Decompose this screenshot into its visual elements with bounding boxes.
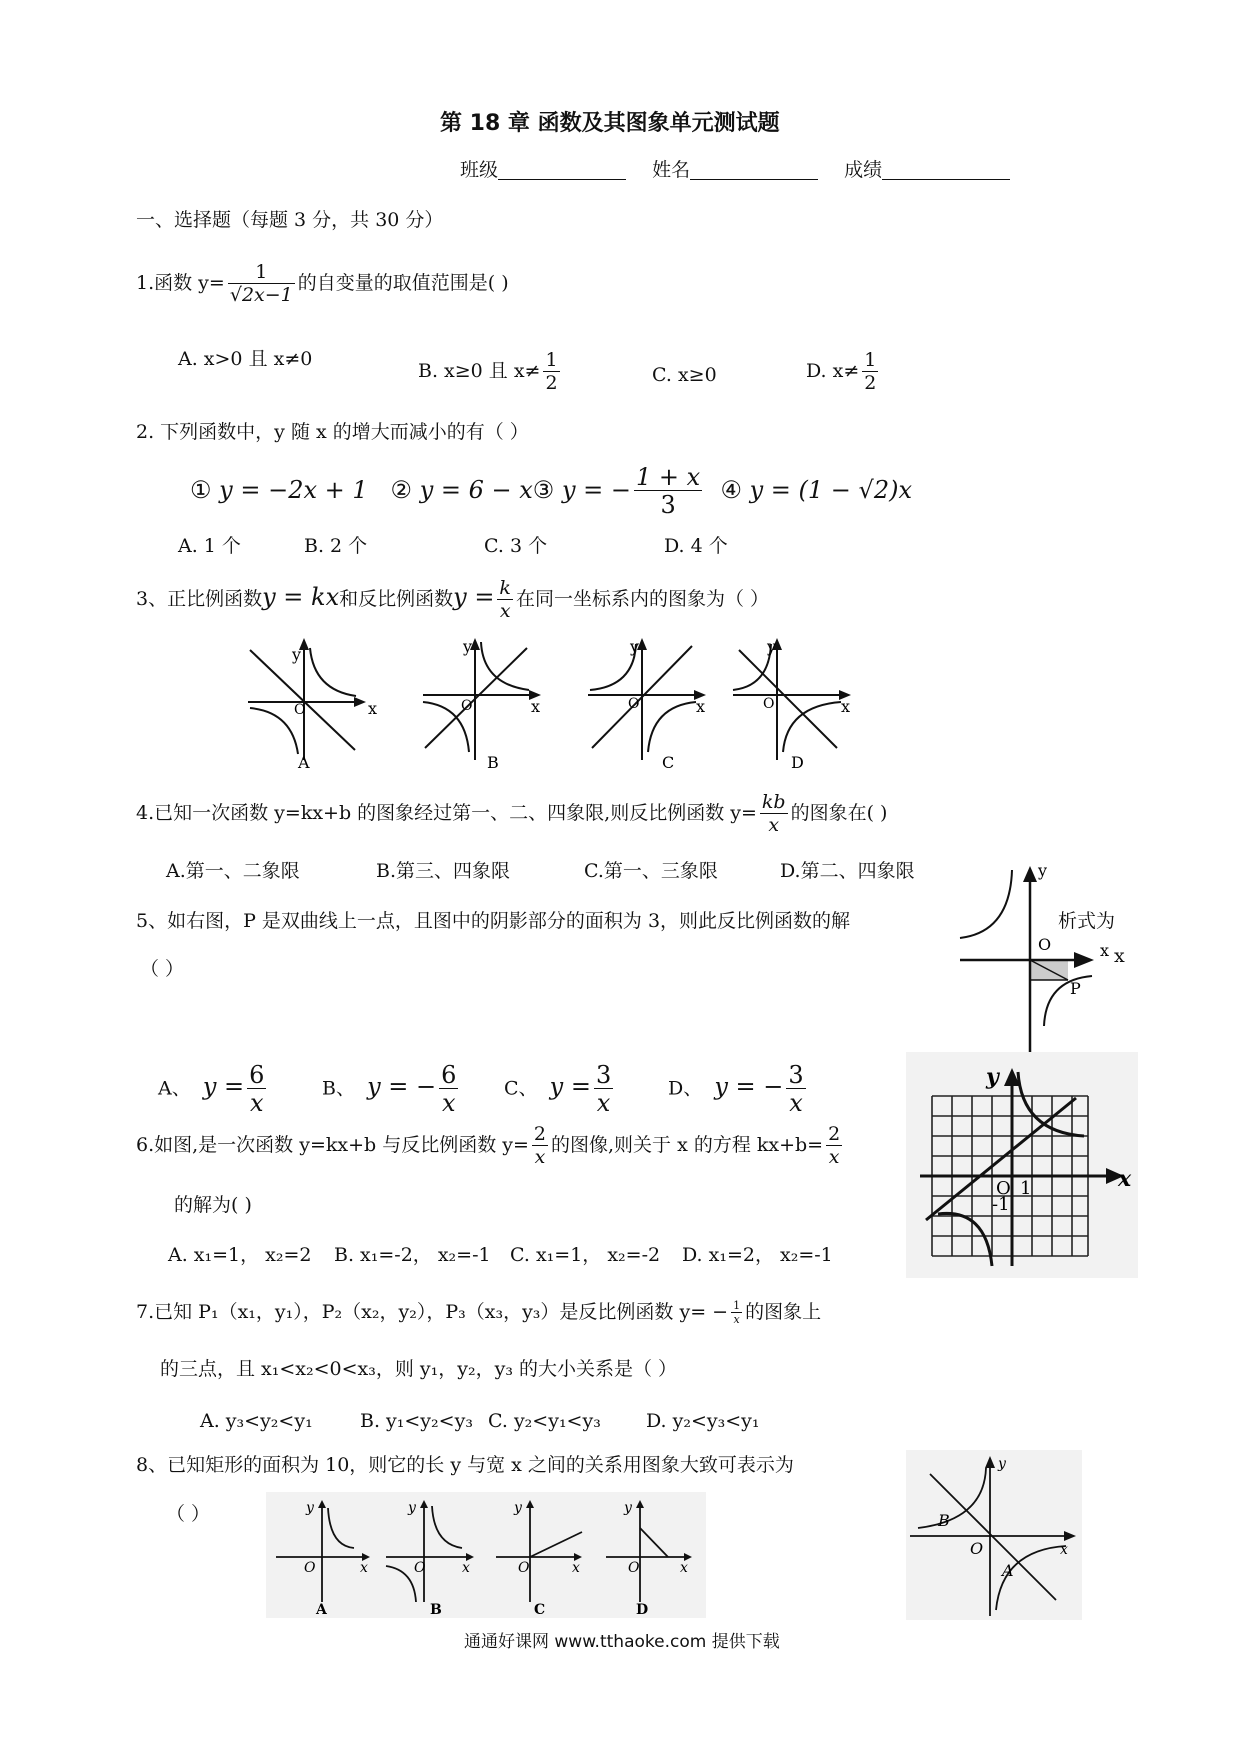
svg-text:P: P xyxy=(1070,979,1081,998)
q7-option-b[interactable]: B. y₁<y₂<y₃ xyxy=(360,1410,473,1432)
q5-option-b[interactable]: B、 y = − $\frac{6}{x}$ xyxy=(322,1061,457,1118)
svg-text:x: x xyxy=(360,1560,368,1576)
svg-text:O: O xyxy=(970,1539,984,1558)
q2-option-a[interactable]: A. 1 个 xyxy=(178,535,241,557)
q6-option-b[interactable]: B. x₁=-2， x₂=-1 xyxy=(334,1244,491,1266)
q3-graph-c[interactable] xyxy=(580,630,720,770)
q6-figure xyxy=(906,1052,1138,1278)
svg-text:y: y xyxy=(624,1500,632,1516)
q2-f1: y = −2x + 1 xyxy=(219,475,368,504)
svg-text:1: 1 xyxy=(1020,1178,1032,1199)
q2-option-b[interactable]: B. 2 个 xyxy=(304,535,368,557)
page-title: 第 18 章 函数及其图象单元测试题 xyxy=(440,111,780,136)
svg-text:y: y xyxy=(630,637,640,656)
svg-text:O: O xyxy=(414,1560,426,1576)
q6-option-a[interactable]: A. x₁=1， x₂=2 xyxy=(168,1244,312,1266)
svg-text:x: x xyxy=(1118,1166,1132,1192)
q4-option-b[interactable]: B.第三、四象限 xyxy=(376,860,511,882)
q1-fraction: $\frac{1}{√2x-1}$ xyxy=(229,261,293,306)
q4-option-c[interactable]: C.第一、三象限 xyxy=(584,860,718,882)
q1-option-c[interactable]: C. x≥0 xyxy=(652,364,717,386)
question-8: 8、已知矩形的面积为 10，则它的长 y 与宽 x 之间的关系用图象大致可表示为 xyxy=(136,1454,794,1476)
svg-text:O: O xyxy=(628,1560,640,1576)
q1-prefix: 1.函数 y= xyxy=(136,271,225,294)
question-5: 5、如右图，P 是双曲线上一点，且图中的阴影部分的面积为 3，则此反比例函数的解 xyxy=(136,910,851,932)
class-label: 班级 xyxy=(460,159,499,181)
svg-text:y: y xyxy=(514,1500,522,1516)
q6-option-c[interactable]: C. x₁=1， x₂=-2 xyxy=(510,1244,661,1266)
svg-text:O: O xyxy=(628,696,640,712)
q7-option-a[interactable]: A. y₃<y₂<y₁ xyxy=(200,1410,313,1432)
svg-text:x: x xyxy=(462,1560,470,1576)
svg-text:C: C xyxy=(662,753,675,772)
question-1 xyxy=(136,262,509,306)
svg-text:x: x xyxy=(1060,1542,1068,1558)
q2-f3: y = − xyxy=(561,475,631,504)
svg-text:y: y xyxy=(767,637,777,656)
q8-side-figure xyxy=(906,1450,1082,1620)
q3a-y-label: y xyxy=(292,645,302,664)
q2-f4: y = (1 − √2)x xyxy=(749,475,912,504)
svg-text:A: A xyxy=(1002,1561,1014,1580)
q6-option-d[interactable]: D. x₁=2， x₂=-1 xyxy=(682,1244,833,1266)
svg-text:B: B xyxy=(938,1511,950,1530)
svg-text:O: O xyxy=(304,1560,316,1576)
q8-label-d: D xyxy=(636,1602,649,1618)
q8-label-b: B xyxy=(430,1602,442,1618)
q8-label-c: C xyxy=(534,1602,546,1618)
question-7: 7.已知 P₁（x₁，y₁），P₂（x₂，y₂），P₃（x₃，y₃）是反比例函数 y= − $\frac{1}{x}$ 的图象上 xyxy=(136,1299,822,1327)
svg-text:x: x xyxy=(841,697,851,716)
svg-text:y: y xyxy=(986,1064,999,1090)
question-6: 6.如图,是一次函数 y=kx+b 与反比例函数 y= $\frac{2}{x}$ 的图像,则关于 x 的方程 kx+b= $\frac{2}{x}$ xyxy=(136,1123,841,1168)
question-7-cont: 的三点，且 x₁<x₂<0<x₃，则 y₁，y₂，y₃ 的大小关系是（ ） xyxy=(160,1358,678,1380)
q3-graph-b[interactable] xyxy=(415,630,555,770)
q5-figure xyxy=(958,861,1110,1052)
q5-answer-paren: （ ） xyxy=(140,958,185,980)
student-info-fields xyxy=(460,161,1010,180)
q2-option-d[interactable]: D. 4 个 xyxy=(664,535,728,557)
q3a-choice-label: A xyxy=(298,753,310,772)
q2-f2: y = 6 − x xyxy=(419,475,533,504)
q3a-x-label: x xyxy=(368,699,378,718)
name-label: 姓名 xyxy=(652,159,691,181)
q7-option-d[interactable]: D. y₂<y₃<y₁ xyxy=(646,1410,760,1432)
class-blank[interactable] xyxy=(498,161,626,180)
q2-option-c[interactable]: C. 3 个 xyxy=(484,535,548,557)
q3a-origin-label: O xyxy=(294,702,306,718)
q5-option-d[interactable]: D、 y = − $\frac{3}{x}$ xyxy=(668,1061,804,1118)
score-blank[interactable] xyxy=(882,161,1010,180)
svg-text:x: x xyxy=(531,697,541,716)
q7-option-c[interactable]: C. y₂<y₁<y₃ xyxy=(488,1410,601,1432)
svg-text:y: y xyxy=(1038,861,1048,880)
question-4: 4.已知一次函数 y=kx+b 的图象经过第一、二、四象限,则反比例函数 y= $\frac{kb}{x}$ 的图象在( ) xyxy=(136,791,888,836)
q1-suffix: 的自变量的取值范围是( ) xyxy=(297,271,509,294)
svg-text:y: y xyxy=(306,1500,314,1516)
svg-text:O: O xyxy=(1038,935,1052,954)
svg-text:y: y xyxy=(998,1456,1006,1472)
section-heading: 一、选择题（每题 3 分，共 30 分） xyxy=(136,209,444,231)
q4-option-a[interactable]: A.第一、二象限 xyxy=(166,860,300,882)
svg-text:O: O xyxy=(763,696,775,712)
name-blank[interactable] xyxy=(690,161,818,180)
q5-option-c[interactable]: C、 y = $\frac{3}{x}$ xyxy=(504,1061,612,1118)
svg-text:-1: -1 xyxy=(992,1194,1010,1215)
q1-option-b[interactable]: B. x≥0 且 x≠ $\frac{1}{2}$ xyxy=(418,349,558,394)
svg-text:x: x xyxy=(1100,941,1110,960)
q1-option-a[interactable]: A. x>0 且 x≠0 xyxy=(178,348,313,370)
page-footer: 通通好课网 www.tthaoke.com 提供下载 xyxy=(464,1632,780,1652)
q3-graph-a[interactable] xyxy=(240,630,380,770)
score-label: 成绩 xyxy=(844,159,883,181)
svg-text:y: y xyxy=(408,1500,416,1516)
question-3: 3、正比例函数y = kx和反比例函数y = $\frac{k}{x}$ 在同一坐标系内的图象为（ ） xyxy=(136,577,769,622)
question-5-cont: 析式为 xyxy=(1058,910,1116,932)
q5-option-a[interactable]: A、 y = $\frac{6}{x}$ xyxy=(158,1061,265,1118)
q5-fig-x-label: x xyxy=(1114,945,1125,967)
q8-answer-paren: （ ） xyxy=(166,1503,211,1525)
svg-text:x: x xyxy=(572,1560,580,1576)
svg-text:O: O xyxy=(996,1178,1011,1199)
svg-text:x: x xyxy=(680,1560,688,1576)
svg-text:D: D xyxy=(791,753,804,772)
svg-text:B: B xyxy=(487,753,499,772)
q2-functions: ① y = −2x + 1 ② y = 6 − x③ y = − $\frac{1 + x}{3}$ ④ y = (1 − √2)x xyxy=(190,463,912,520)
q1-option-d[interactable]: D. x≠ $\frac{1}{2}$ xyxy=(806,349,877,394)
q3-graph-d[interactable] xyxy=(725,630,865,770)
svg-text:y: y xyxy=(463,637,473,656)
q8-label-a: A xyxy=(316,1602,327,1618)
q4-option-d[interactable]: D.第二、四象限 xyxy=(780,860,915,882)
svg-text:x: x xyxy=(696,697,706,716)
svg-text:O: O xyxy=(518,1560,530,1576)
question-2: 2. 下列函数中，y 随 x 的增大而减小的有（ ） xyxy=(136,421,529,443)
svg-text:O: O xyxy=(461,698,473,714)
q8-graphs xyxy=(266,1492,706,1618)
question-6-cont: 的解为( ) xyxy=(174,1194,252,1216)
